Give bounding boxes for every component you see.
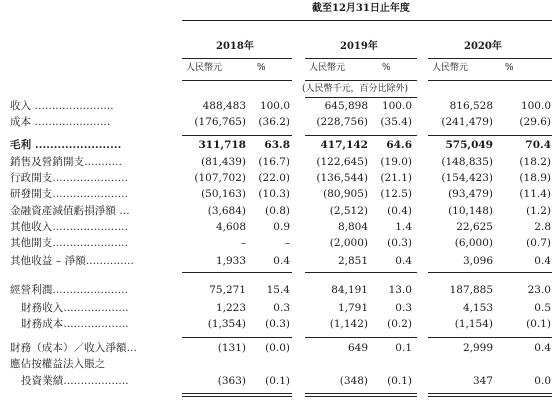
table-cell: 0.5	[534, 302, 551, 314]
table-cell: 311,718	[198, 139, 246, 151]
col-header-percent-2019: %	[382, 63, 391, 73]
table-cell: 23.0	[527, 284, 551, 296]
year-header-2019: 2019年	[340, 41, 378, 52]
table-cell: (0.1)	[526, 318, 551, 330]
row-label: 研發開支......................	[10, 188, 129, 200]
table-cell: (3,684)	[207, 205, 246, 217]
section-rule	[182, 396, 292, 397]
table-cell: 0.3	[395, 302, 412, 314]
table-cell: 1,223	[215, 302, 246, 314]
table-cell: (0.1)	[265, 375, 290, 387]
section-rule	[182, 393, 292, 394]
row-label: 銷售及營銷開支...........	[10, 156, 123, 168]
table-cell: (0.2)	[387, 318, 412, 330]
row-label: 財務收入...................	[21, 302, 129, 314]
table-cell: 816,528	[449, 100, 493, 112]
table-cell: 0.4	[395, 255, 412, 267]
table-cell: (131)	[217, 342, 246, 354]
table-cell: 13.0	[388, 284, 412, 296]
row-label: 收入 .......................	[10, 100, 114, 112]
table-cell: 75,271	[209, 284, 246, 296]
year-rule-2020	[428, 58, 552, 59]
table-cell: (6,000)	[454, 237, 493, 249]
table-cell: 1,933	[215, 255, 246, 267]
year-rule-2018	[182, 58, 292, 59]
table-cell: (0.8)	[265, 205, 290, 217]
table-cell: (50,163)	[201, 188, 246, 200]
section-rule	[182, 337, 292, 338]
table-cell: (2,512)	[329, 205, 368, 217]
table-cell: 645,898	[324, 100, 368, 112]
table-cell: (11.4)	[519, 188, 551, 200]
table-cell: (107,702)	[194, 172, 246, 184]
table-cell: 3,096	[462, 255, 493, 267]
table-cell: (36.2)	[258, 116, 290, 128]
table-cell: (1,154)	[454, 318, 493, 330]
table-cell: 347	[472, 375, 493, 387]
table-cell: (18.2)	[519, 156, 551, 168]
table-cell: 2,851	[337, 255, 368, 267]
table-cell: (148,835)	[441, 156, 493, 168]
heading-rule	[182, 20, 552, 21]
row-label: 金融資產減值虧損淨額 ...	[10, 205, 130, 217]
table-cell: (136,544)	[316, 172, 368, 184]
table-cell: (363)	[217, 375, 246, 387]
section-rule	[182, 135, 292, 136]
table-cell: 0.9	[273, 221, 290, 233]
table-cell: 64.6	[386, 139, 412, 151]
col-header-percent-2018: %	[257, 63, 266, 73]
table-cell: 2,999	[462, 342, 493, 354]
section-rule	[428, 272, 552, 273]
table-cell: (16.7)	[258, 156, 290, 168]
table-cell: (228,756)	[316, 116, 368, 128]
table-cell: (35.4)	[380, 116, 412, 128]
table-cell: (21.1)	[380, 172, 412, 184]
table-cell: 2.8	[534, 221, 551, 233]
table-cell: (154,423)	[441, 172, 493, 184]
row-label: 經營利潤......................	[10, 284, 129, 296]
table-cell: 0.4	[273, 255, 290, 267]
table-cell: 100.0	[381, 100, 412, 112]
table-cell: 187,885	[449, 284, 493, 296]
section-rule	[305, 135, 417, 136]
table-cell: 100.0	[520, 100, 551, 112]
section-rule	[305, 393, 417, 394]
table-cell: (348)	[339, 375, 368, 387]
section-rule	[182, 272, 292, 273]
table-cell: (1,354)	[207, 318, 246, 330]
table-cell: (81,439)	[201, 156, 246, 168]
section-rule	[305, 272, 417, 273]
row-label: 其他收益 – 淨額..............	[10, 255, 134, 267]
table-cell: (122,645)	[316, 156, 368, 168]
table-cell: 4,153	[462, 302, 493, 314]
table-cell: 0.4	[534, 255, 551, 267]
table-cell: (10.3)	[258, 188, 290, 200]
row-label: 毛利 .......................	[10, 139, 122, 151]
table-cell: 1,791	[337, 302, 368, 314]
row-label: 其他收入......................	[10, 221, 129, 233]
year-header-2020: 2020年	[464, 41, 502, 52]
row-label: 投資業績...................	[21, 375, 129, 387]
col-header-rule-2020	[428, 80, 552, 81]
table-cell: 100.0	[259, 100, 290, 112]
table-cell: (0.3)	[265, 318, 290, 330]
table-cell: (1.2)	[526, 205, 551, 217]
table-cell: 0.3	[273, 302, 290, 314]
table-cell: (0.0)	[265, 342, 290, 354]
table-cell: –	[284, 237, 290, 249]
row-label: 其他開支......................	[10, 237, 129, 249]
table-cell: –	[240, 237, 246, 249]
table-cell: 0.0	[534, 375, 551, 387]
section-rule	[305, 396, 417, 397]
table-cell: (80,905)	[323, 188, 368, 200]
section-rule	[428, 396, 552, 397]
section-rule	[428, 135, 552, 136]
section-rule	[428, 337, 552, 338]
table-cell: (22.0)	[258, 172, 290, 184]
table-cell: 22,625	[456, 221, 493, 233]
year-rule-2019	[305, 58, 417, 59]
table-cell: 63.8	[264, 139, 290, 151]
table-cell: 15.4	[266, 284, 290, 296]
table-cell: 0.1	[395, 342, 412, 354]
table-cell: 84,191	[331, 284, 368, 296]
table-cell: (0.1)	[387, 375, 412, 387]
table-cell: (0.7)	[526, 237, 551, 249]
col-header-rule-2018	[182, 80, 292, 81]
table-cell: 1.4	[395, 221, 412, 233]
table-cell: (1,142)	[329, 318, 368, 330]
col-header-amount-2018: 人民幣元	[186, 63, 223, 73]
table-cell: 417,142	[320, 139, 368, 151]
col-header-rule-2019	[305, 80, 417, 81]
section-rule	[428, 393, 552, 394]
table-cell: (29.6)	[519, 116, 551, 128]
table-cell: 488,483	[202, 100, 246, 112]
row-label: 應佔按權益法入賬之	[10, 358, 106, 370]
table-cell: 649	[347, 342, 368, 354]
unit-note-rule	[305, 97, 417, 98]
table-cell: (2,000)	[329, 237, 368, 249]
table-cell: 0.4	[534, 342, 551, 354]
col-header-amount-2020: 人民幣元	[432, 63, 469, 73]
table-cell: 4,608	[215, 221, 246, 233]
table-cell: 70.4	[525, 139, 551, 151]
table-cell: 575,049	[445, 139, 493, 151]
table-cell: (18.9)	[519, 172, 551, 184]
row-label: 財務（成本）／收入淨額...	[10, 342, 137, 354]
table-cell: (93,479)	[448, 188, 493, 200]
table-cell: (241,479)	[441, 116, 493, 128]
row-label: 財務成本...................	[21, 318, 129, 330]
unit-note: (人民幣千元，百分比除外)	[302, 84, 409, 94]
table-cell: 8,804	[337, 221, 368, 233]
year-header-2018: 2018年	[216, 41, 254, 52]
row-label: 行政開支......................	[10, 172, 129, 184]
table-cell: (10,148)	[448, 205, 493, 217]
table-cell: (12.5)	[380, 188, 412, 200]
section-rule	[305, 337, 417, 338]
col-header-percent-2020: %	[505, 63, 514, 73]
table-cell: (0.3)	[387, 237, 412, 249]
table-cell: (0.4)	[387, 205, 412, 217]
table-cell: (176,765)	[194, 116, 246, 128]
row-label: 成本 ......................	[10, 116, 111, 128]
period-heading: 截至12月31日止年度	[312, 3, 410, 14]
table-cell: (19.0)	[380, 156, 412, 168]
col-header-amount-2019: 人民幣元	[309, 63, 346, 73]
